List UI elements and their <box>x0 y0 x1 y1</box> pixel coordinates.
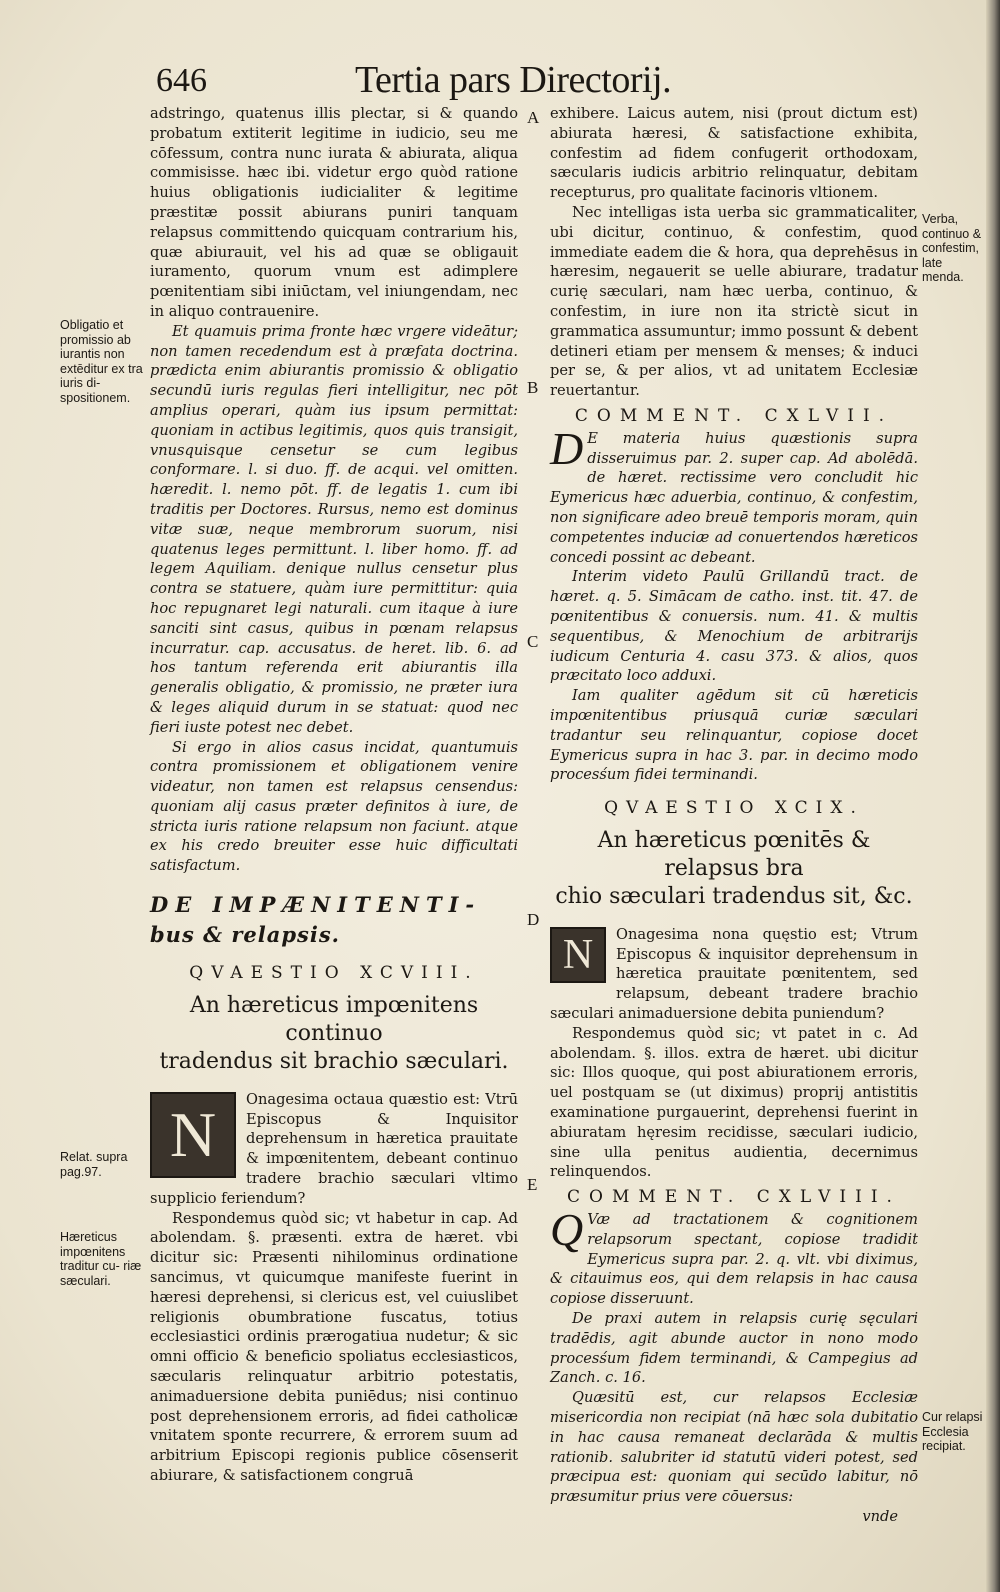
page-edge-shadow <box>986 0 1000 1592</box>
drop-cap: Q <box>550 1204 584 1256</box>
question-99-title-line1: An hæreticus pœnitēs & relapsus bra <box>597 827 871 881</box>
question-98-title-line2: tradendus sit brachio sæculari. <box>159 1048 509 1074</box>
paragraph: Quæsitū est, cur relapsos Ecclesiæ misericordia non recipiat (nā hæc sola dubitatio in hac causa remaneat declarāda & multis rationib. salubriter id statutū videri potest, sed præcipua est: quoniam qui secūdo labitur, nō præsumitur prius vere cōuersus: <box>550 1389 918 1506</box>
comment-147-text: E materia huius quæstionis supra disseruimus par. 2. super cap. Ad abolēdā. de hæret. rectissime vero concludit hic Eymericus hæc aduerbia, continuo, & confestim, non significare adeo breuē temporis moram, quin competentes induciæ ad conuertendos hæreticos concedi possint ac debeant. <box>550 429 918 566</box>
section-letter-c: C <box>527 632 539 651</box>
margin-note-haereticus: Hæreticus impœnitens traditur cu- riæ sæculari. <box>60 1230 142 1288</box>
drop-cap: N <box>150 1092 236 1178</box>
paragraph: De praxi autem in relapsis curię sęculari tradēdis, agit abunde auctor in nono modo procesśum fidem terminandi, & Campegius ad Zanch. c. 16. <box>550 1310 918 1387</box>
page-number: 646 <box>156 62 207 99</box>
question-98-text: Onagesima octaua quæstio est: Vtrū Episcopus & Inquisitor deprehensum in hæretica prauitate & impœnitentem, debeant continuo tradere brachio sæculari vltimo supplicio feriendum? <box>150 1090 518 1207</box>
paragraph: Nec intelligas ista uerba sic grammaticaliter, ubi dicitur, continuo, & confestim, quod immediate eadem die & hora, qua deprehēsus in hæresim, negauerit se uelle abiurare, tradatur curię sæculari, nam hæc uerba, continuo, & confestim, in iure non ita strictè sicut in grammatica assumuntur; immo possunt & debent detineri etiam per mensem & menses; & induci per se, & per alios, vt ad unitatem Ecclesiæ reuertantur. <box>550 203 918 400</box>
section-letter-a: A <box>527 108 540 127</box>
section-heading <box>150 890 518 950</box>
section-letter-d: D <box>527 910 540 929</box>
drop-cap: D <box>550 422 584 474</box>
paragraph: Respondemus quòd sic; vt habetur in cap. Ad abolendam. §. præsenti. extra de hæret. vbi dicitur sic: Præsenti nihilominus ordinatione sancimus, vt quicumque manifeste fuerint in hæresi deprehensi, si clericus est, vel cuiuslibet religionis obumbratione fuscatus, totius ecclesiastici ordinis prærogatiua nudetur; & sic omni officio & beneficio spoliatus ecclesiasticos, sæcularis relinquatur arbitrio potestatis, animaduersione debita puniēdus; nisi continuo post deprehensionem erroris, ad fidei catholicæ vnitatem sponte recurrere, & errorem suum ad arbitrium Episcopi regionis publice cōsenserit abiurare, & satisfactionem congruā <box>150 1209 518 1485</box>
question-99-title <box>550 827 918 911</box>
page-header <box>150 58 810 106</box>
paragraph: Interim videto Paulū Grillandū tract. de hæret. q. 5. Simācam de catho. inst. tit. 47. de pœnitentibus & conuersis. num. 41. & multis sequentibus, & Menochium de arbitrarijs iudicum Centuria 4. casu 373. & alios, quos præcitato loco adduxi. <box>550 568 918 685</box>
comment-147-label: COMMENT. CXLVII. <box>574 405 894 426</box>
section-heading-line1: DE IMPÆNITENTI- <box>150 892 482 918</box>
question-99-title-line2: chio sæculari tradendus sit, &c. <box>555 883 913 909</box>
margin-note-verba: Verba, continuo & confestim, late menda. <box>922 212 982 284</box>
paragraph <box>550 1204 918 1309</box>
comment-148-label: COMMENT. CXLVIII. <box>567 1187 901 1208</box>
paragraph: Si ergo in alios casus incidat, quantumuis contra promissionem et obligationem venire videatur, non tamen est relapsus censendus: quoniam alij casus præter definitos à iure, de stricta iuris ratione relapsum non faciunt. atque ex his credo breuiter esse huic difficultati satisfactum. <box>150 738 518 875</box>
section-heading-line2: bus & relapsis. <box>150 922 340 948</box>
question-98-label: QVAESTIO XCVIII. <box>189 963 479 984</box>
paragraph: adstringo, quatenus illis plectar, si & quando probatum extiterit legitime in iudicio, seu me cōfessum, contra nunc iurata & abiurata, aliqua commisisse. hæc ibi. videtur ergo quòd ratione huius obligationis iudicialiter & legitime præstitæ possit abiurans puniri tanquam relapsus committendo quicquam contrarium his, quæ abiurauit, vel his ad quæ se obligauit iuramento, quorum vnum est adimplere pœnitentiam sibi iniūctam, vel iniungendam, nec in aliquo contrauenire. <box>150 105 518 320</box>
paragraph: Et quamuis prima fronte hæc vrgere videātur; non tamen recedendum est à præfata doctrina. prædicta enim abiurantis promissio & obligatio secundū iuris regulas fieri intelligitur, nec pōt amplius operari, quàm ius ipsum permittat: quoniam in actibus legitimis, quos quis transigit, vnusquisque censetur se cum legibus conformare. l. si duo. ff. de acqui. vel omitten. hæredit. l. nemo pōt. ff. de legatis 1. cum ibi traditis per Doctores. Rursus, nemo est dominus vitæ suæ, neque membrorum suorum, nisi quatenus leges permittunt. l. liber homo. ff. ad legem Aquiliam. denique nullus censetur plus contra se statuere, quàm iure permittitur: quia hoc repugnaret legi naturali. cum itaque à iure sanciti sint casus, quibus in pœnam relapsus incurratur. cap. accusatus. de heret. lib. 6. ad hos tantum referenda erit abiurantis illa generalis obligatio, & promissio, ne præter iura & leges aliquid durum in se statuat: quod nec fieri iuste potest nec debet. <box>150 322 518 736</box>
margin-note-cur-relapsi: Cur relapsi Ecclesia recipiat. <box>922 1410 983 1453</box>
section-letter-e: E <box>527 1175 538 1194</box>
paragraph <box>550 925 918 1024</box>
section-letter-b: B <box>527 378 539 397</box>
question-98-title-line1: An hæreticus impœnitens continuo <box>189 992 479 1046</box>
question-99-text: Onagesima nona quęstio est; Vtrum Episcopus & inquisitor deprehensum in hæretica prauitate pœnitentem, sed relapsum, debeant tradere brachio sæculari animaduersione debita puniendum? <box>550 925 918 1023</box>
drop-cap: N <box>550 927 606 983</box>
margin-note-obligatio: Obligatio et promissio ab iurantis non extēditur ex tra iuris di- spositionem. <box>60 318 143 405</box>
question-99-label: QVAESTIO XCIX. <box>604 798 864 819</box>
catchword: vnde <box>862 1508 898 1525</box>
right-column <box>550 104 918 1527</box>
paragraph: Respondemus quòd sic; vt patet in c. Ad abolendam. §. illos. extra de hæret. ubi dicitur sic: Illos quoque, qui post abiurationem erroris, uel postquam se (ut diximus) proprij antistitis examinatione purgauerint, deprehensi fuerint in abiuratam hęresim recidisse, sæculari iudicio, sine ulla penitus audientia, decernimus relinquendos. <box>550 1024 918 1181</box>
running-head: Tertia pars Directorij. <box>355 59 672 101</box>
paragraph: Iam qualiter agēdum sit cū hæreticis impœnitentibus priusquā curiæ sæculari tradantur seu relinquantur, copiose docet Eymericus supra in hac 3. par. in decimo modo procesśum fidei terminandi. <box>550 687 918 784</box>
margin-note-relat: Relat. supra pag.97. <box>60 1150 128 1179</box>
comment-148-text: Væ ad tractationem & cognitionem relapsorum spectant, copiose tradidit Eymericus supra par. 2. q. vlt. vbi diximus, & citauimus eos, qui dem relapsis in hac causa copiose disseruunt. <box>550 1211 918 1308</box>
paragraph <box>550 422 918 568</box>
left-column <box>150 104 518 1486</box>
question-98-title <box>150 992 518 1076</box>
paragraph: exhibere. Laicus autem, nisi (prout dictum est) abiurata hæresi, & satisfactione exhibita, confestim ad fidem confugerit orthodoxam, sæcularis iudicis arbitrio relinquatur, debitam recepturus, pro qualitate facinoris vltionem. <box>550 105 918 202</box>
paragraph <box>150 1090 518 1209</box>
